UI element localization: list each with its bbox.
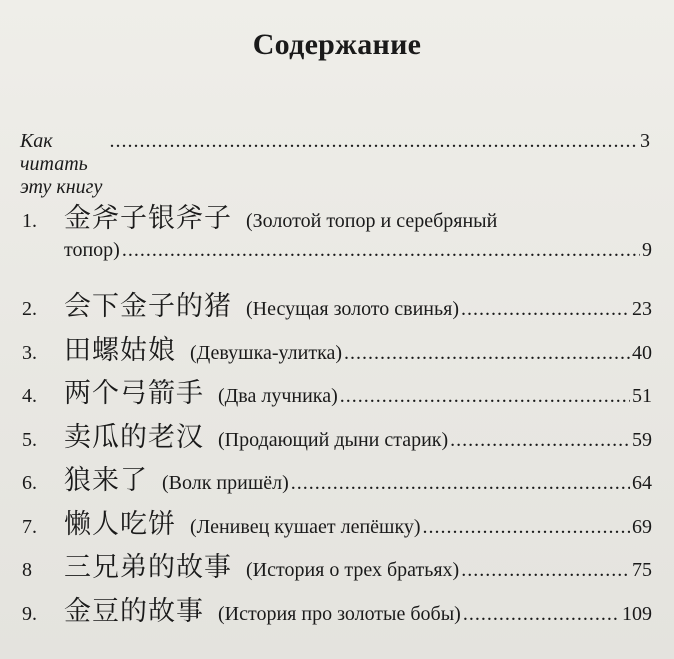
entry-page: 40	[632, 341, 652, 364]
toc-entry	[22, 415, 652, 459]
entry-chinese-title: 懒人吃饼	[64, 508, 176, 540]
entry-russian-title-cont: топор)	[64, 239, 120, 261]
entry-number: 5.	[22, 428, 37, 451]
toc-entry	[22, 328, 652, 372]
dot-leader	[450, 429, 630, 452]
entry-number: 9.	[22, 602, 37, 625]
entry-chinese-title: 狼来了	[64, 465, 148, 496]
entry-russian-title: (Продающий дыни старик)	[218, 428, 449, 451]
dot-leader	[291, 472, 630, 495]
entry-page: 64	[632, 472, 652, 494]
entry-page: 75	[632, 559, 652, 581]
toc-entry	[22, 371, 652, 415]
entry-number: 3.	[22, 341, 37, 364]
toc-intro-row	[20, 130, 650, 199]
entry-russian-title: (Золотой топор и серебряный	[246, 210, 498, 232]
entry-number: 1.	[22, 210, 37, 232]
dot-leader	[423, 516, 630, 539]
entry-chinese-title: 金斧子银斧子	[64, 203, 232, 234]
entry-page: 59	[632, 428, 652, 451]
entry-page: 23	[632, 298, 652, 320]
entry-chinese-title: 卖瓜的老汉	[64, 421, 204, 453]
entry-number: 6.	[22, 472, 37, 494]
entry-chinese-title: 金豆的故事	[64, 595, 204, 627]
dot-leader	[344, 342, 630, 365]
dot-leader	[463, 603, 620, 626]
entry-number: 2.	[22, 298, 37, 320]
dot-leader	[340, 385, 630, 408]
entry-chinese-title: 田螺姑娘	[64, 334, 176, 366]
entry-russian-title: (Ленивец кушает лепёшку)	[190, 515, 421, 538]
toc-entry	[22, 196, 652, 284]
entry-page: 9	[642, 239, 652, 261]
entry-number: 7.	[22, 515, 37, 538]
toc-entry	[22, 458, 652, 502]
toc-entry	[22, 284, 652, 328]
page-title: Содержание	[252, 28, 422, 61]
entry-number: 4.	[22, 385, 37, 407]
entry-russian-title: (Несущая золото свинья)	[246, 298, 459, 320]
entry-russian-title: (История о трех братьях)	[246, 559, 460, 581]
dot-leader	[461, 559, 630, 582]
entry-chinese-title: 会下金子的猪	[64, 291, 232, 322]
entry-page: 51	[632, 385, 652, 407]
toc-intro-label: Как читать эту книгу	[20, 130, 103, 198]
entry-russian-title: (Девушка-улитка)	[190, 341, 343, 364]
dot-leader	[461, 298, 630, 321]
entry-russian-title: (Два лучника)	[218, 385, 338, 407]
toc-entry	[22, 545, 652, 589]
dot-leader	[122, 239, 640, 262]
entry-number: 8	[22, 559, 32, 581]
dot-leader	[110, 130, 638, 153]
toc-intro-page: 3	[640, 130, 650, 152]
entry-chinese-title: 两个弓箭手	[64, 378, 204, 409]
entry-russian-title: (История про золотые бобы)	[218, 602, 461, 625]
toc-list	[22, 196, 652, 632]
entry-page: 69	[632, 515, 652, 538]
toc-entry	[22, 589, 652, 633]
entry-chinese-title: 三兄弟的故事	[64, 552, 232, 583]
entry-russian-title: (Волк пришёл)	[162, 472, 289, 494]
toc-entry	[22, 502, 652, 546]
entry-page: 109	[622, 602, 652, 625]
